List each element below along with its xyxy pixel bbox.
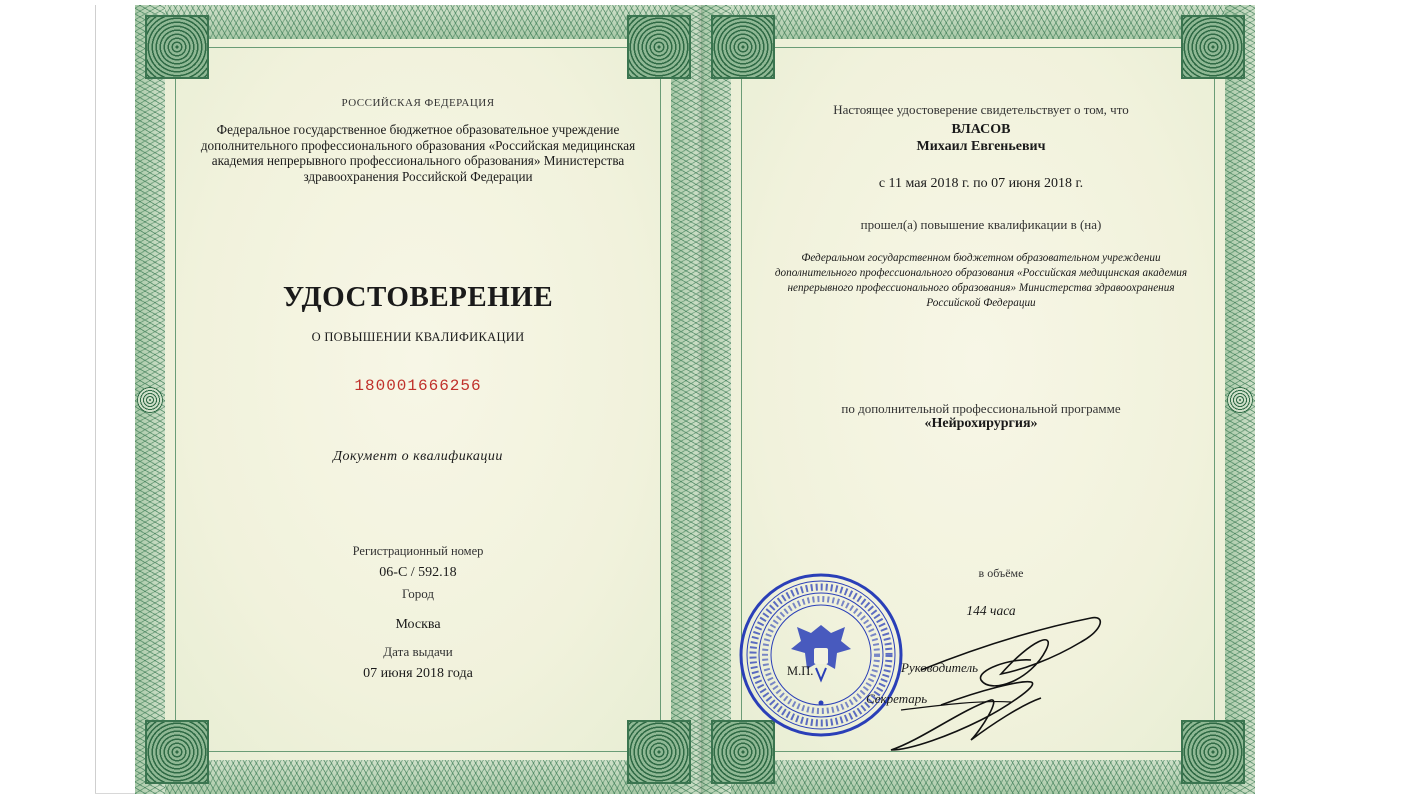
frame-corner-ornament <box>145 15 209 79</box>
frame-corner-ornament <box>627 720 691 784</box>
issue-date-label: Дата выдачи <box>383 644 453 659</box>
city-value: Москва <box>395 617 441 632</box>
training-organization: Федеральном государственном бюджетном образовательном учреждении дополнительного профессионального образования «Российская медицинская академия непрерывного профессионального образования» Министерства здравоохранения Российской Федерации <box>774 252 1188 309</box>
training-period: с 11 мая 2018 г. по 07 июня 2018 г. <box>878 176 1084 191</box>
frame-corner-ornament <box>1181 720 1245 784</box>
frame-rosette <box>1227 387 1253 413</box>
program-label: по дополнительной профессиональной программе <box>841 401 1121 416</box>
frame-corner-ornament <box>145 720 209 784</box>
registration-number: 06-С / 592.18 <box>379 565 457 580</box>
frame-corner-ornament <box>711 15 775 79</box>
issuing-organization: Федеральное государственное бюджетное образовательное учреждение дополнительного профессионального образования «Российская медицинская академия непрерывного профессионального образования» Министерства здравоохранения Российской Федерации <box>200 122 636 184</box>
holder-surname: ВЛАСОВ <box>951 122 1011 137</box>
city-label: Город <box>401 586 435 601</box>
seal-mark-label: М.П. <box>787 664 814 678</box>
secretary-signature-label: Секретарь <box>866 691 928 706</box>
handwritten-signature <box>881 610 1111 760</box>
passed-training-text: прошел(а) повышение квалификации в (на) <box>860 217 1102 232</box>
frame-corner-ornament <box>627 15 691 79</box>
certificate-right-page <box>701 5 1255 794</box>
certifies-text: Настоящее удостоверение свидетельствует о том, что <box>833 102 1129 117</box>
scan-edge-bottom <box>95 793 135 794</box>
program-name: «Нейрохирургия» <box>924 416 1038 431</box>
document-title: УДОСТОВЕРЕНИЕ <box>282 281 554 313</box>
holder-given-names: Михаил Евгеньевич <box>916 139 1046 154</box>
scan-edge <box>95 5 96 793</box>
certificate-left-page <box>135 5 701 794</box>
document-subtitle: О ПОВЫШЕНИИ КВАЛИФИКАЦИИ <box>311 330 525 344</box>
issue-date: 07 июня 2018 года <box>363 666 473 681</box>
page-fold <box>697 5 705 794</box>
country-heading: РОССИЙСКАЯ ФЕДЕРАЦИЯ <box>341 97 495 109</box>
certificate-number: 180001666256 <box>354 377 482 395</box>
head-signature-label: Руководитель <box>901 660 979 675</box>
volume-label: в объёме <box>978 566 1024 580</box>
hours-value: 144 часа <box>966 603 1016 618</box>
registration-label: Регистрационный номер <box>352 544 484 558</box>
document-kind: Документ о квалификации <box>333 449 503 464</box>
frame-corner-ornament <box>1181 15 1245 79</box>
